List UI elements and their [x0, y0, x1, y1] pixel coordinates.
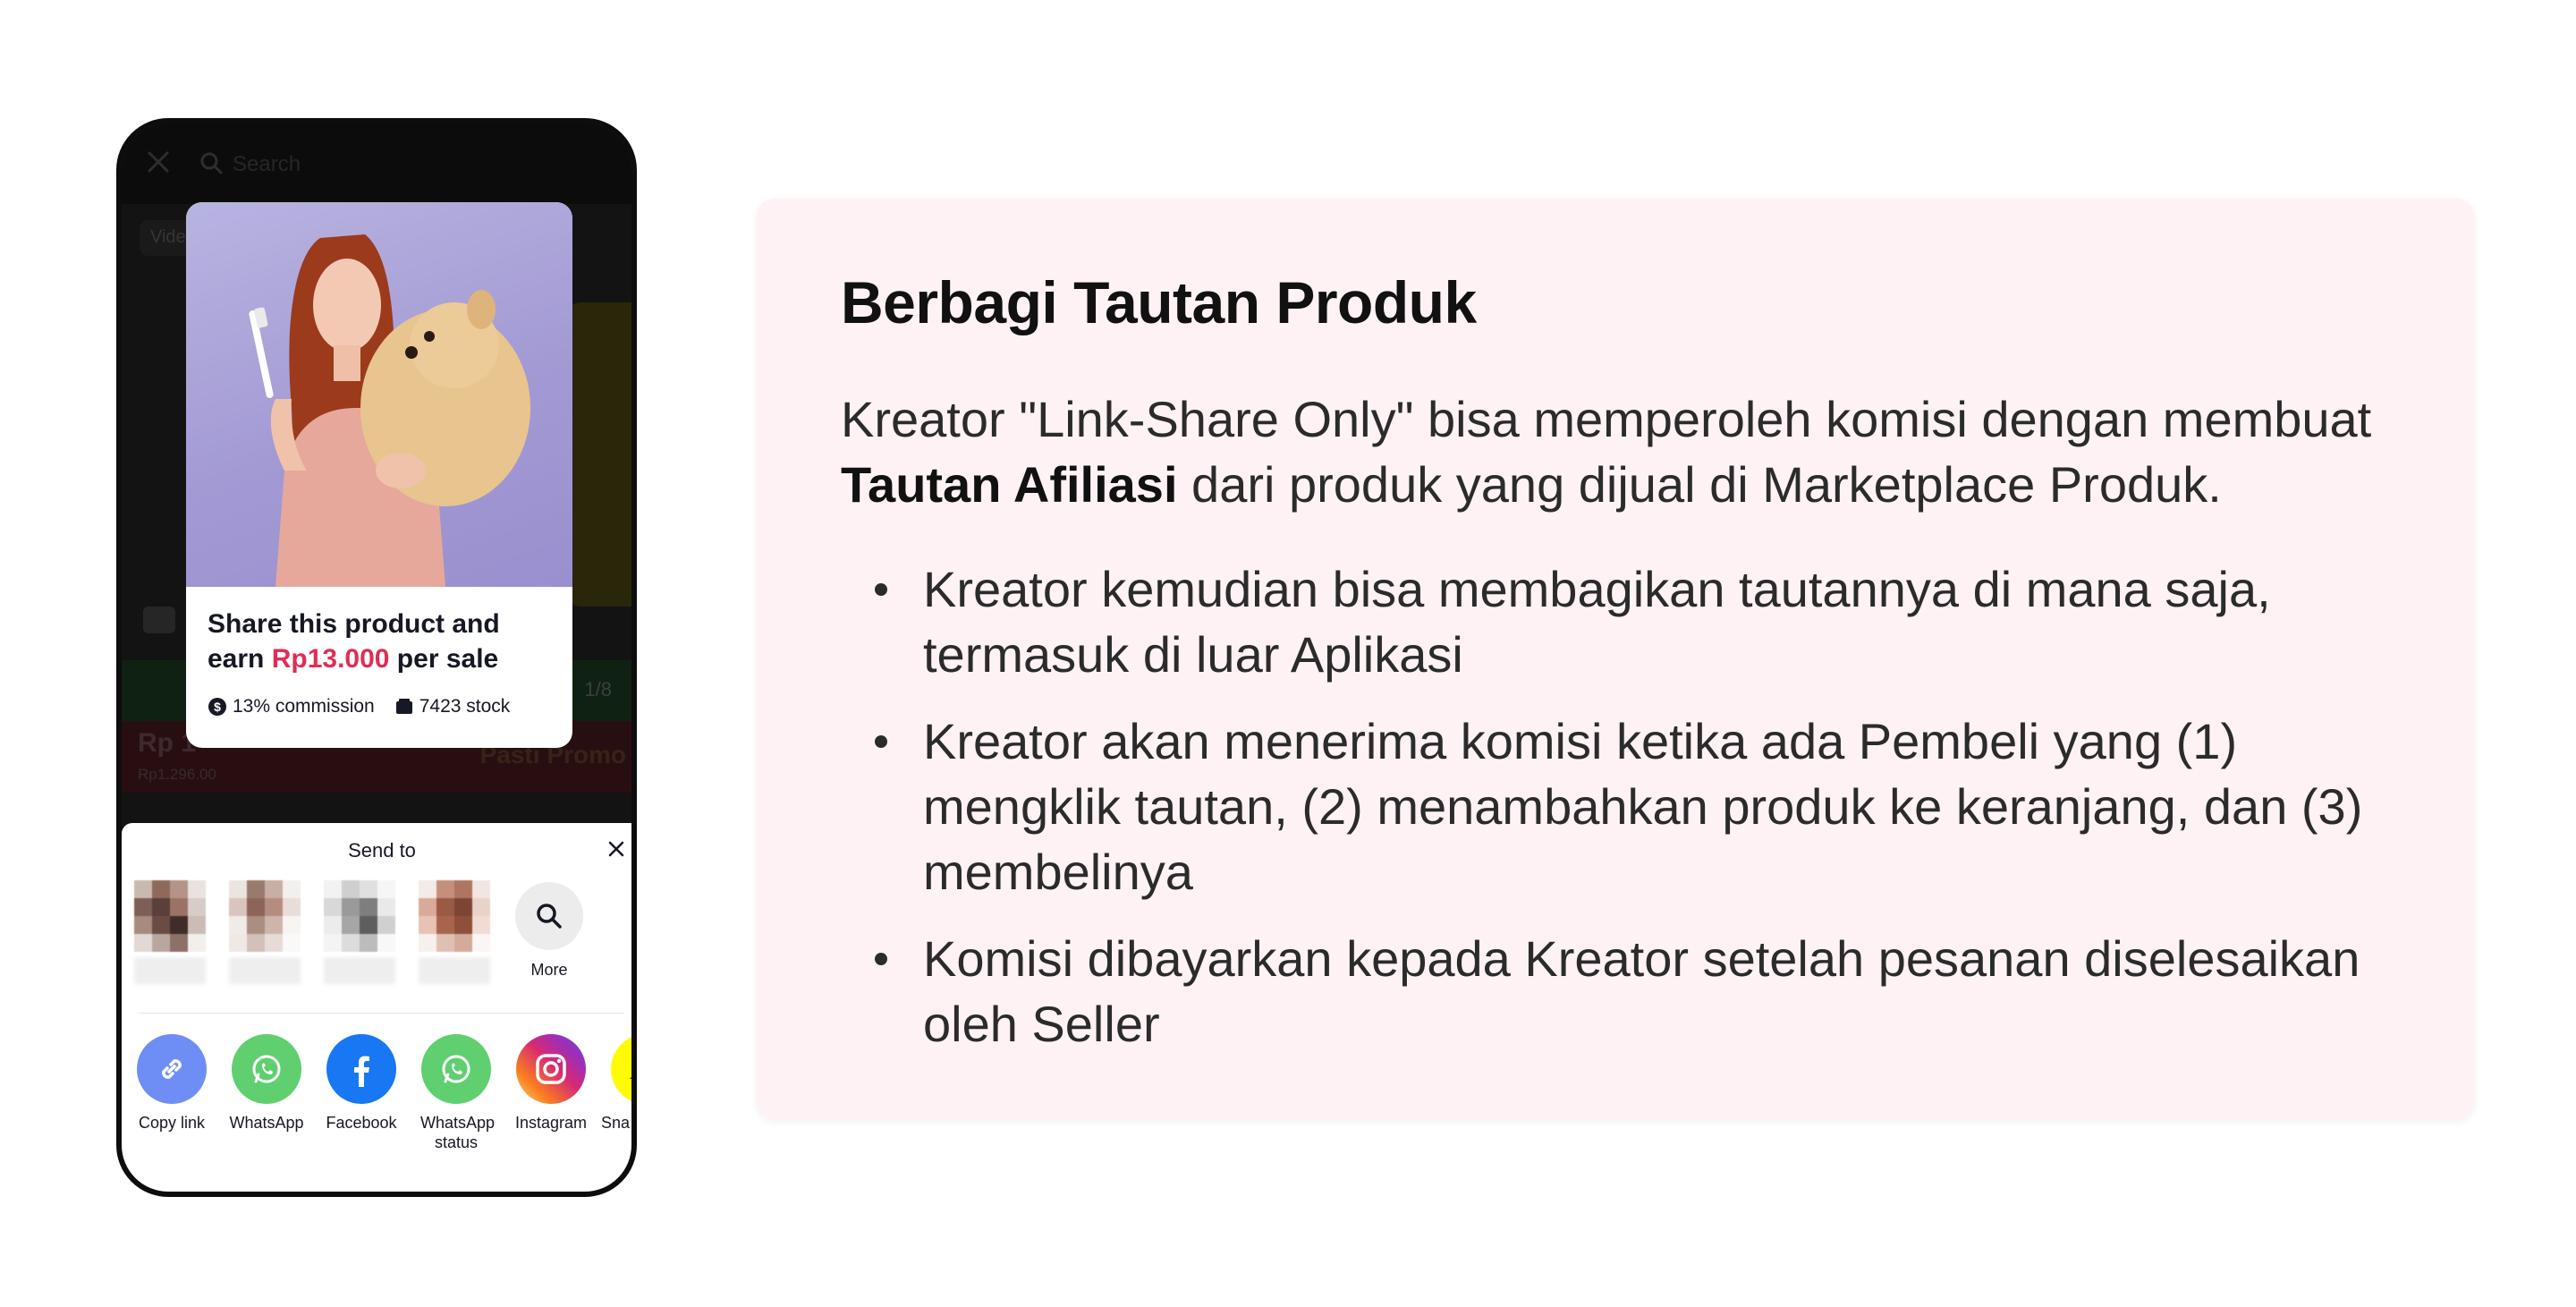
share-facebook[interactable]	[317, 1034, 406, 1133]
commission-amount: Rp13.000	[271, 644, 390, 674]
snapchat-icon	[611, 1034, 637, 1104]
box-icon	[394, 697, 414, 717]
product-popup	[186, 202, 572, 748]
share-label: WhatsApp	[229, 1114, 304, 1132]
card-title: Berbagi Tautan Produk	[841, 269, 1477, 335]
sheet-title: Send to	[348, 839, 416, 861]
close-icon[interactable]	[606, 839, 626, 859]
share-label: WhatsApp status	[420, 1114, 496, 1151]
svg-text:$: $	[214, 700, 221, 714]
more-label: More	[530, 961, 568, 979]
lead-highlight: Tautan Afiliasi	[841, 456, 1178, 513]
share-copy-link[interactable]	[127, 1034, 216, 1133]
info-card	[757, 199, 2474, 1120]
share-instagram[interactable]	[506, 1034, 596, 1133]
share-whatsapp[interactable]	[222, 1034, 311, 1133]
dollar-icon	[208, 697, 227, 717]
card-lead: Kreator "Link-Share Only" bisa memperoleh komisi dengan membuat Tautan Afiliasi dari produk yang dijual di Marketplace Produk.	[841, 391, 2372, 513]
share-snapchat[interactable]	[601, 1034, 637, 1133]
share-sheet	[122, 823, 637, 1197]
share-whatsapp-status[interactable]	[411, 1034, 501, 1152]
share-label: Sna	[601, 1114, 631, 1132]
bullet-dot	[875, 953, 887, 965]
whatsapp-icon	[232, 1034, 301, 1104]
link-icon	[137, 1034, 207, 1104]
contact-avatar[interactable]	[229, 880, 301, 952]
contact-avatar[interactable]	[134, 880, 206, 952]
popup-meta	[208, 696, 510, 717]
contact-name	[134, 957, 206, 984]
facebook-icon	[326, 1034, 396, 1104]
whatsapp-icon	[421, 1034, 491, 1104]
bullet-dot	[875, 583, 887, 596]
contact-avatar[interactable]	[324, 880, 395, 952]
model-with-dog-illustration	[186, 202, 572, 587]
divider	[140, 1013, 624, 1014]
contact-name	[229, 957, 301, 984]
contact-name	[419, 957, 490, 984]
share-label: Copy link	[138, 1114, 206, 1132]
stock-count: 7423 stock	[419, 696, 511, 717]
bullet-dot	[875, 735, 887, 748]
commission-rate: 13% commission	[233, 696, 375, 717]
contact-avatar[interactable]	[419, 880, 490, 952]
list-item: Kreator akan menerima komisi ketika ada Pembeli yang (1) mengklik tautan, (2) menambahkan produk ke keranjang, dan (3) membelinya	[841, 709, 2433, 904]
phone-screen	[122, 123, 631, 1192]
share-label: Facebook	[326, 1114, 397, 1132]
list-item: Kreator kemudian bisa membagikan tautannya di mana saja, termasuk di luar Aplikasi	[841, 556, 2433, 687]
bullet-list	[841, 556, 2433, 1078]
contact-name	[324, 957, 395, 984]
phone-mockup	[116, 118, 637, 1197]
instagram-icon	[516, 1034, 586, 1104]
more-button[interactable]	[515, 882, 583, 950]
popup-title: Share this product and earn Rp13.000 per sale	[208, 609, 500, 674]
share-label: Instagram	[514, 1114, 588, 1132]
product-image	[186, 202, 572, 587]
list-item: Komisi dibayarkan kepada Kreator setelah pesanan diselesaikan oleh Seller	[841, 926, 2433, 1057]
search-icon	[535, 902, 564, 930]
